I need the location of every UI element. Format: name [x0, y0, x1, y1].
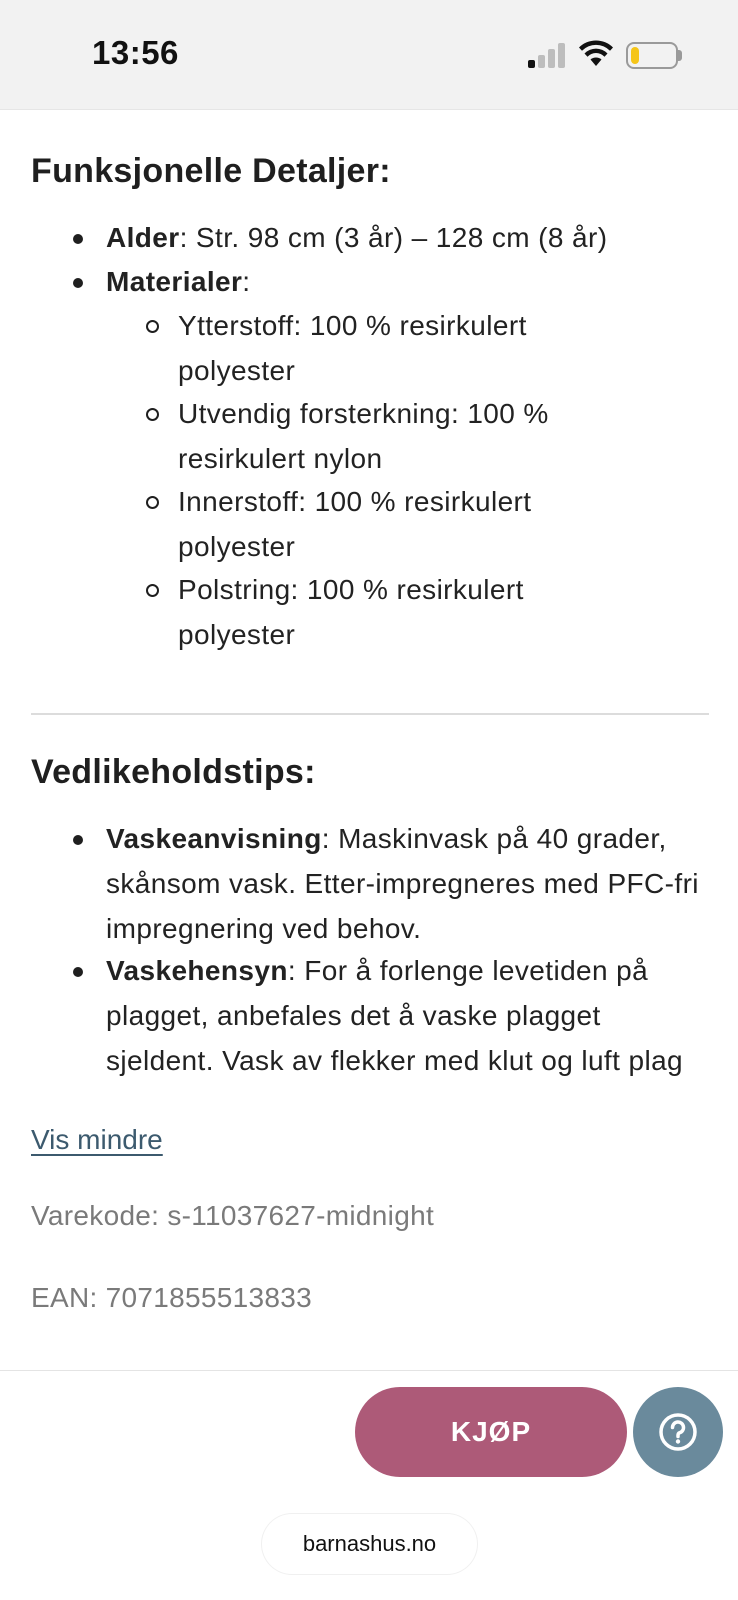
item-text: : For å forlenge levetiden på plagget, anbefales det å vaske plagget sjeldent. Vask av flekker med klut og luft plag: [106, 955, 684, 1076]
buy-button[interactable]: KJØP: [355, 1387, 627, 1477]
status-bar: [0, 0, 738, 110]
cellular-signal-icon: [528, 42, 566, 68]
battery-icon: [626, 42, 678, 69]
section-divider: [31, 713, 709, 715]
wifi-icon: [578, 40, 614, 68]
battery-level: [631, 47, 639, 64]
functional-details-heading: Funksjonelle Detaljer:: [31, 152, 391, 190]
help-button[interactable]: [633, 1387, 723, 1477]
material-text: Polstring: 100 % resirkulert polyester: [178, 574, 524, 650]
item-text: : Maskinvask på 40 grader, skånsom vask. Etter-impregneres med PFC-fri impregnering ved behov.: [106, 823, 699, 944]
item-label: Vaskehensyn: [106, 955, 288, 986]
bullet-icon: [73, 278, 83, 288]
circle-bullet-icon: [146, 320, 159, 333]
item-text: : Str. 98 cm (3 år) – 128 cm (8 år): [179, 222, 608, 253]
question-circle-icon: [657, 1411, 699, 1453]
material-text: Innerstoff: 100 % resirkulert polyester: [178, 486, 532, 562]
item-label: Vaskeanvisning: [106, 823, 322, 854]
show-less-link[interactable]: Vis mindre: [31, 1124, 163, 1155]
bullet-icon: [73, 967, 83, 977]
bullet-icon: [73, 234, 83, 244]
item-label: Materialer: [106, 266, 243, 297]
battery-tip: [678, 50, 682, 61]
bullet-icon: [73, 835, 83, 845]
material-text: Ytterstoff: 100 % resirkulert polyester: [178, 310, 527, 386]
circle-bullet-icon: [146, 496, 159, 509]
status-time: 13:56: [92, 34, 179, 71]
item-label: Alder: [106, 222, 180, 253]
product-ean: EAN: 7071855513833: [31, 1282, 312, 1313]
item-text: :: [242, 266, 251, 297]
circle-bullet-icon: [146, 408, 159, 421]
product-sku: Varekode: s-11037627-midnight: [31, 1200, 435, 1231]
action-bar-divider: [0, 1370, 738, 1371]
browser-url-bar[interactable]: barnashus.no: [262, 1514, 477, 1574]
care-tips-heading: Vedlikeholdstips:: [31, 753, 316, 791]
material-text: Utvendig forsterkning: 100 % resirkulert nylon: [178, 398, 549, 474]
circle-bullet-icon: [146, 584, 159, 597]
